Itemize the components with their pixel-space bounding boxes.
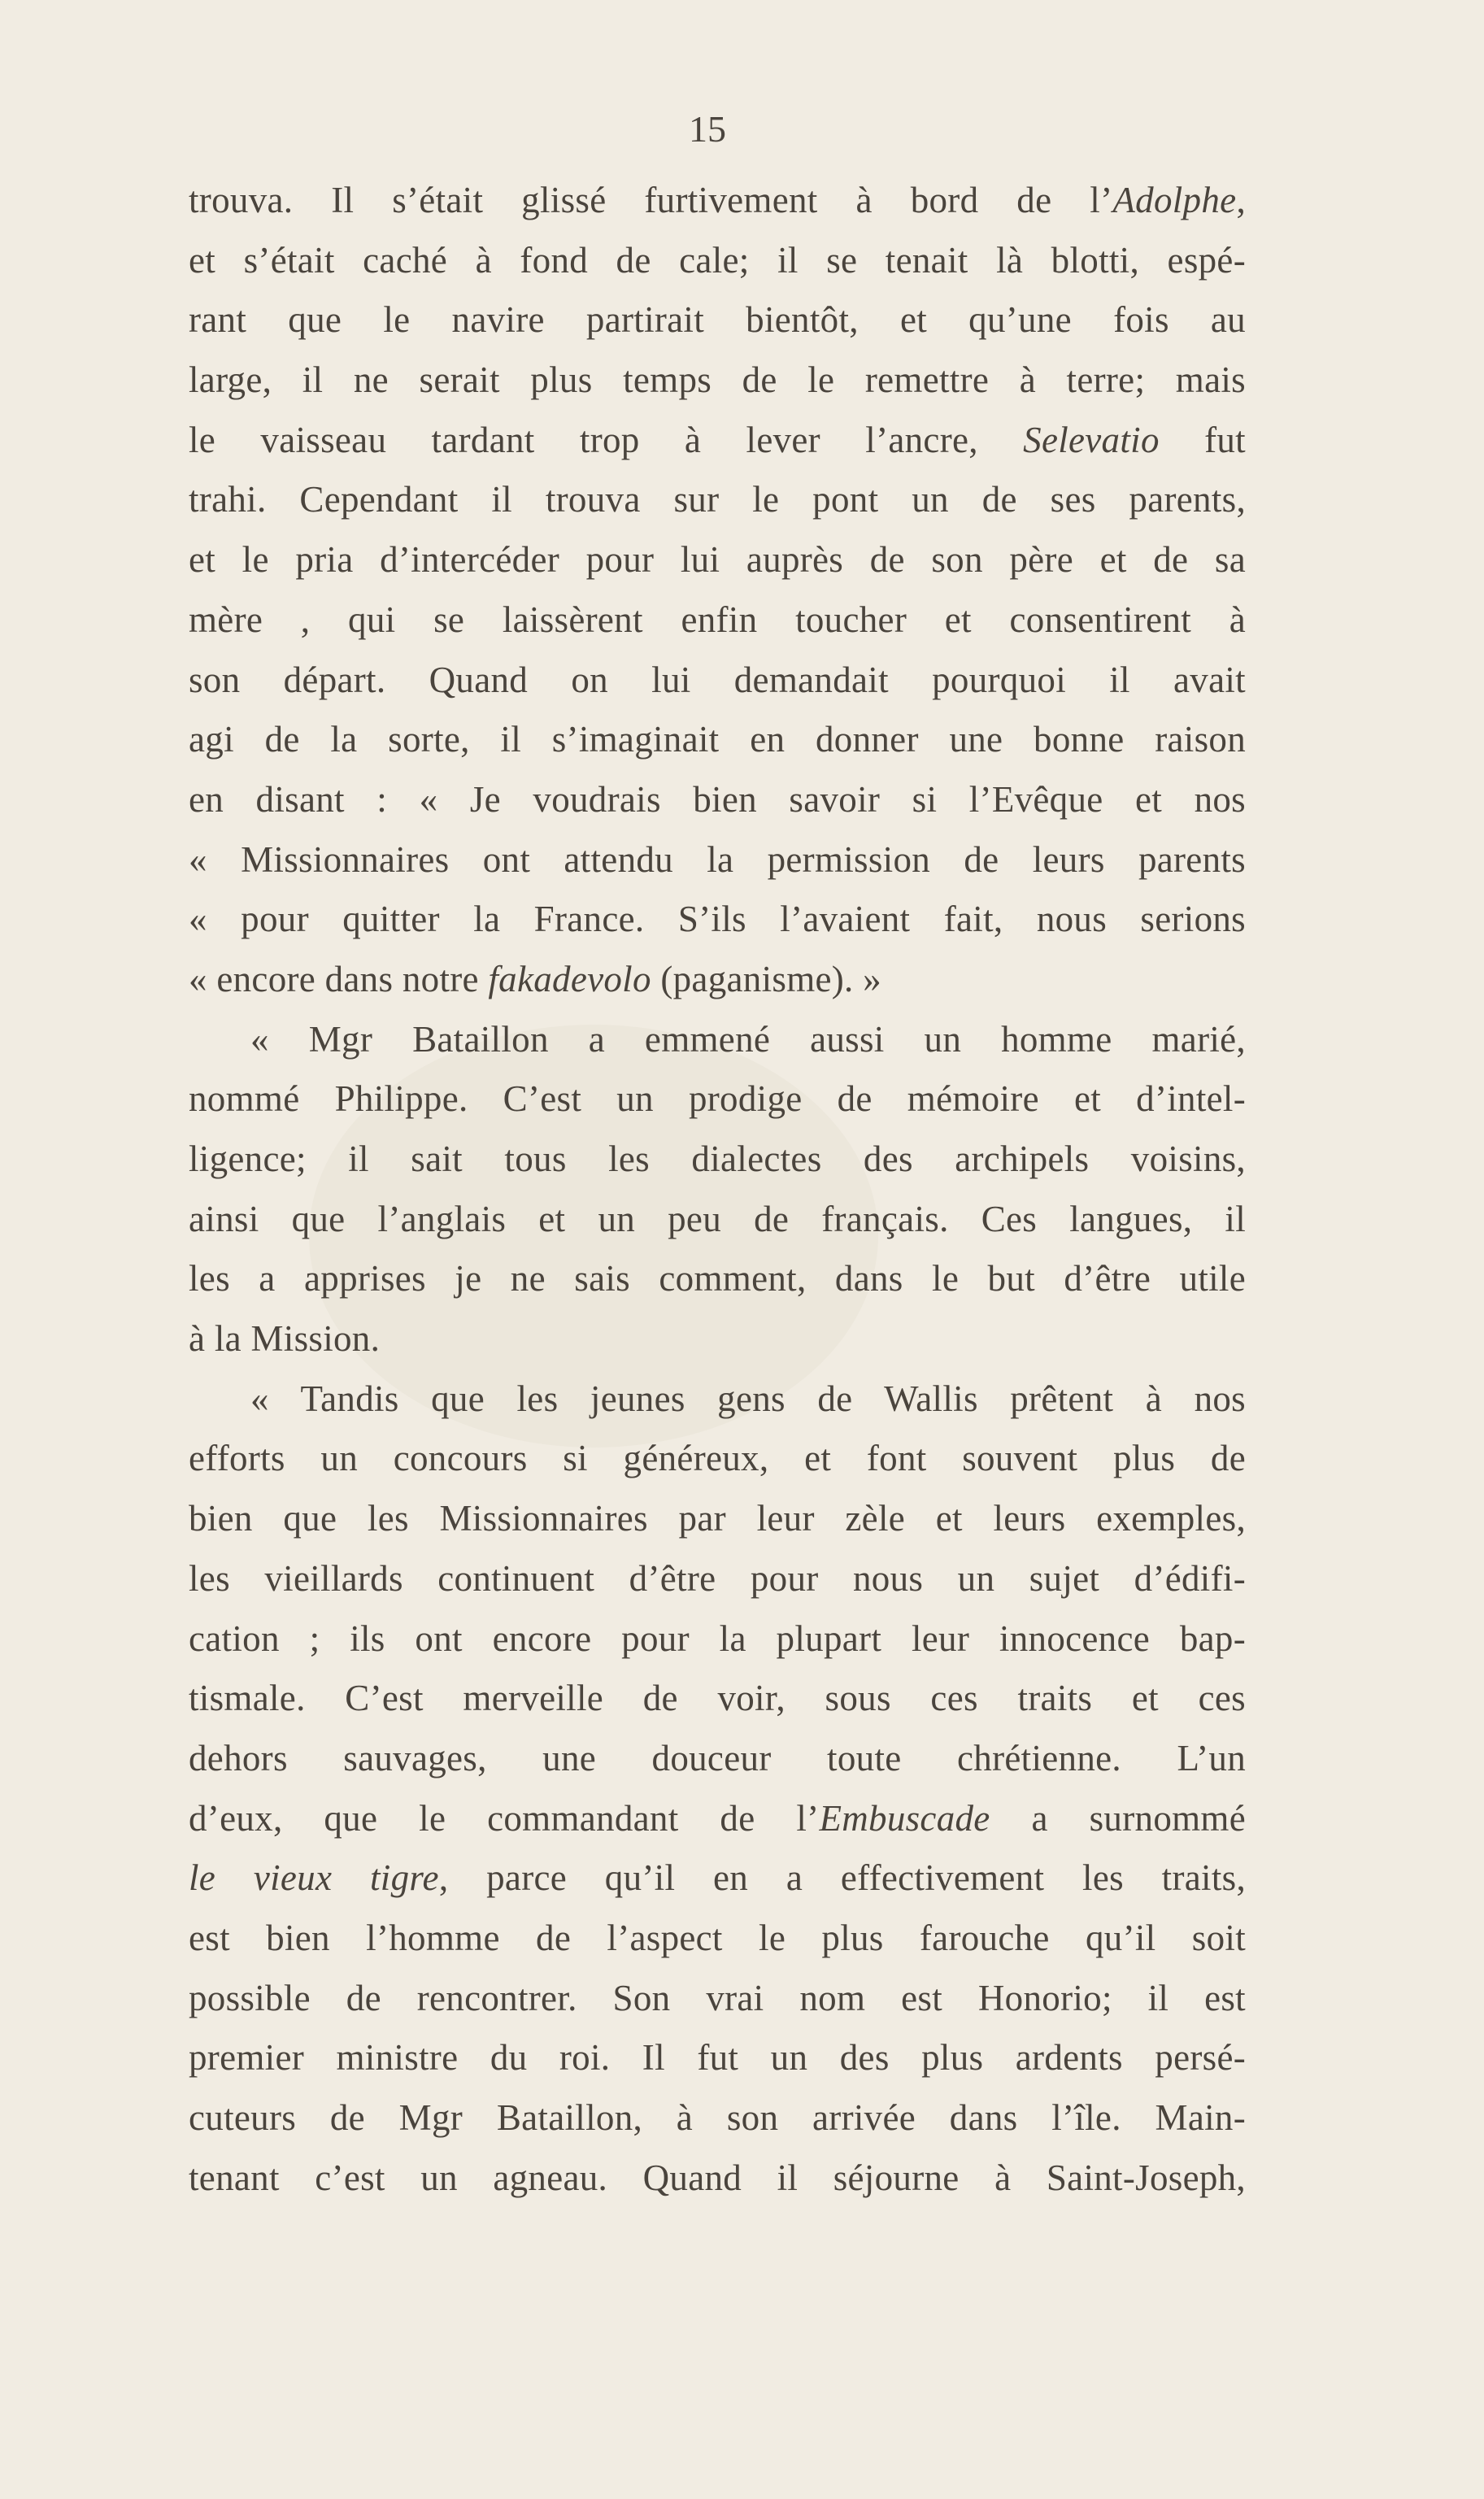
text-line: mère , qui se laissèrent enfin toucher et consentirent à [189, 599, 1246, 640]
text-line: en disant : « Je voudrais bien savoir si l’Evêque et nos [189, 778, 1246, 820]
text-line: tismale. C’est merveille de voir, sous ces traits et ces [189, 1678, 1246, 1719]
text-line: et le pria d’intercéder pour lui auprès de son père et de sa [189, 539, 1246, 581]
text-line: « Tandis que les jeunes gens de Wallis prêtent à nos [250, 1378, 1246, 1419]
text-line: « encore dans notre fakadevolo (paganisme). » [189, 958, 881, 999]
text-line: rant que le navire partirait bientôt, et qu’une fois au [189, 299, 1246, 341]
text-line: à la Mission. [189, 1318, 381, 1360]
text-line: trahi. Cependant il trouva sur le pont un de ses parents, [189, 479, 1246, 520]
text-line: et s’était caché à fond de cale; il se tenait là blotti, espé- [189, 239, 1246, 281]
text-line: « Mgr Bataillon a emmené aussi un homme marié, [250, 1018, 1246, 1060]
text-line: agi de la sorte, il s’imaginait en donner une bonne raison [189, 719, 1246, 760]
text-line: d’eux, que le commandant de l’Embuscade a surnommé [189, 1797, 1246, 1839]
text-line: premier ministre du roi. Il fut un des plus ardents persé- [189, 2037, 1246, 2079]
text-line: le vieux tigre, parce qu’il en a effectivement les traits, [189, 1857, 1247, 1899]
text-line: cuteurs de Mgr Bataillon, à son arrivée dans l’île. Main- [189, 2097, 1246, 2138]
page-number: 15 [689, 108, 726, 150]
text-line: ligence; il sait tous les dialectes des archipels voisins, [189, 1138, 1246, 1179]
text-line: les a apprises je ne sais comment, dans le but d’être utile [189, 1258, 1246, 1300]
text-line: dehors sauvages, une douceur toute chrétienne. L’un [189, 1737, 1246, 1778]
text-line: « Missionnaires ont attendu la permission de leurs parents [189, 838, 1246, 880]
text-line: possible de rencontrer. Son vrai nom est Honorio; il est [189, 1977, 1246, 2018]
text-line: tenant c’est un agneau. Quand il séjourne à Saint-Joseph, [189, 2157, 1246, 2198]
text-line: le vaisseau tardant trop à lever l’ancre, Selevatio fut [189, 419, 1246, 460]
text-line: efforts un concours si généreux, et font souvent plus de [189, 1438, 1246, 1479]
text-line: bien que les Missionnaires par leur zèle et leurs exemples, [189, 1498, 1246, 1539]
text-line: ainsi que l’anglais et un peu de français. Ces langues, il [189, 1198, 1246, 1239]
text-line: est bien l’homme de l’aspect le plus farouche qu’il soit [189, 1917, 1246, 1958]
text-line: « pour quitter la France. S’ils l’avaient fait, nous serions [189, 899, 1246, 940]
text-line: nommé Philippe. C’est un prodige de mémoire et d’intel- [189, 1078, 1246, 1120]
text-line: trouva. Il s’était glissé furtivement à bord de l’Adolphe, [189, 180, 1246, 220]
text-line: large, il ne serait plus temps de le remettre à terre; mais [189, 359, 1246, 401]
text-line: les vieillards continuent d’être pour nous un sujet d’édifi- [189, 1557, 1246, 1599]
text-line: son départ. Quand on lui demandait pourquoi il avait [189, 659, 1246, 700]
text-line: cation ; ils ont encore pour la plupart leur innocence bap- [189, 1617, 1246, 1659]
text-body [189, 171, 1246, 2208]
